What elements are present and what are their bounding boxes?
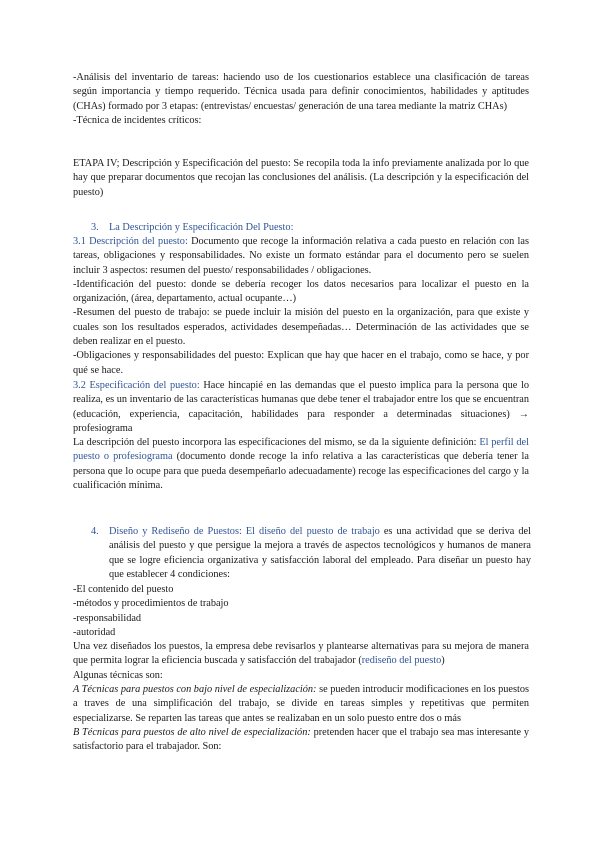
analisis-inventario-paragraph: -Análisis del inventario de tareas: haciendo uso de los cuestionarios establece una clasificación de tareas según importancia y tiempo requerido. Técnica usada para definir conocimientos, habilidades y aptitudes (CHAs) formado por 3 etapas: (entrevistas/ encuestas/ generación de una tarea mediante la matriz CHAs) -Técnica de incidentes críticos: [73, 71, 529, 128]
condition-item: -El contenido del puesto [73, 584, 174, 595]
tecnica-a-label: A Técnicas para puestos con bajo nivel de especialización: [73, 684, 317, 696]
etapa-iv-paragraph: ETAPA IV; Descripción y Especificación del puesto: Se recopila toda la info previamente analizada por lo que hay que preparar documentos que recojan las conclusiones del análisis. (La descripción y la especificación del puesto) [73, 158, 529, 198]
section-3-heading [91, 221, 531, 235]
tecnica-b-paragraph: B Técnicas para puestos de alto nivel de especialización: pretenden hacer que el trabajo sea mas interesante y satisfactorio para el trabajador. Son: [73, 726, 529, 753]
tecnica-a-paragraph: A Técnicas para puestos con bajo nivel de especialización: se pueden introducir modificaciones en los puestos a traves de una simplificación del trabajo, se divide en tareas simples y repetitivas que permiten especializarse. Se reparten las tareas que antes se realizaban en un solo puesto entre dos o más [73, 684, 529, 724]
condition-item: -métodos y procedimientos de trabajo [73, 598, 229, 610]
condition-item: -autoridad [73, 626, 116, 638]
section-4-title: Diseño y Rediseño de Puestos: [109, 526, 242, 537]
section-4-block: 4. Diseño y Rediseño de Puestos: El diseño del puesto de trabajo es una actividad que se deriva del análisis del puesto y que persigue la mejora a través de aspectos tecnológicos y humanos de manera que se logre eficiencia organizativa y satisfacción laboral del empleado. Para diseñar un puesto hay que establecer 4 condiciones: [91, 525, 531, 582]
section-3-2-block [73, 379, 529, 493]
section-3-title: La Descripción y Especificación Del Puesto: [109, 222, 294, 233]
condition-item: -responsabilidad [73, 612, 142, 624]
perfil-puesto-paragraph: La descripción del puesto incorpora las especificaciones del mismo, se da la siguiente definición: El perfil del puesto o profesiograma (documento donde recoge la info relativa a las características que debería tener la persona que lo ocupe para que pueda desempeñarlo adecuadamente) recoge las especificaciones del cargo y la cualificación mínima. [73, 437, 529, 492]
section-3-1-label: 3.1 Descripción del puesto: [73, 236, 188, 247]
rediseno-paragraph: Una vez diseñados los puestos, la empresa debe revisarlos y plantearse alternativas para su mejora de manera que permita lograr la eficiencia buscada y satisfacción del trabajador (rediseño del puesto) [73, 641, 529, 667]
diseno-puesto-link: El diseño del puesto de trabajo [241, 526, 380, 537]
section-3-number: 3. [91, 222, 99, 233]
incidentes-criticos-paragraph: -Técnica de incidentes críticos: [73, 114, 202, 126]
rediseno-puesto-link: rediseño del puesto [361, 655, 442, 667]
especificacion-puesto-paragraph: 3.2 Especificación del puesto: Hace hincapié en las demandas que el puesto implica para la persona que lo realiza, es un inventario de las características humanas que debe tener el trabajador entre los que se encuentran (educación, experiencia, capacitación, habilidades para responder a determinadas situaciones) → profesiograma [73, 380, 529, 434]
identificacion-item: -Identificación del puesto: donde se debería recoger los datos necesarios para localizar el puesto en la organización, (área, departamento, actual ocupante…) [73, 278, 529, 305]
resumen-item: -Resumen del puesto de trabajo: se puede incluir la misión del puesto en la organización, para que existe y cuales son los resultados esperados, actividades desempeñadas… Determinación de las actividades que se deben realizar en el puesto. [73, 307, 529, 348]
algunas-tecnicas-label: Algunas técnicas son: [73, 669, 163, 681]
section-3-1-block [73, 235, 529, 378]
section-4-continued [73, 583, 529, 755]
section-3-2-label: 3.2 Especificación del puesto: [73, 380, 200, 391]
descripcion-puesto-paragraph: 3.1 Descripción del puesto: Documento que recoge la información relativa a cada puesto en relación con las tareas, obligaciones y responsabilidades. No existe un formato estándar para el documento pero se suelen incluir 3 aspectos: resumen del puesto/ responsabilidades / obligaciones. [73, 236, 529, 276]
perfil-puesto-link: El perfil del puesto o profesiograma [73, 437, 529, 463]
tecnica-b-label: B Técnicas para puestos de alto nivel de especialización: [73, 726, 311, 738]
section-4-number: 4. [91, 526, 99, 537]
obligaciones-item: -Obligaciones y responsabilidades del puesto: Explican que hay que hacer en el trabajo, como se hace, y por qué se hace. [73, 350, 529, 376]
